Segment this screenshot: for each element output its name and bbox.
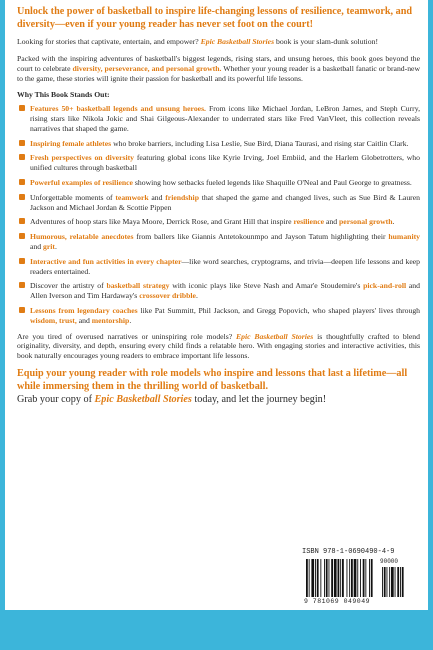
closing-cta: Grab your copy of Epic Basketball Stories today, and let the journey begin! [17,394,327,406]
barcode-stripe [365,559,366,597]
barcode-stripe [320,559,321,597]
list-item: Lessons from legendary coaches like Pat Summitt, Phil Jackson, and Gregg Popovich, who shaped players' lives through wisdom, trust, and mentorship. [17,306,420,326]
list-item: Features 50+ basketball legends and unsung heroes. From icons like Michael Jordan, LeBron James, and Steph Curry, rising stars like Nikola Jokic and Shai Gilgeous-Alexander to underrated stars like Fred VanVleet, this collection reveals narratives that shaped the game. [17,104,420,133]
barcode-stripe [329,559,330,597]
barcode-stripe [326,559,328,597]
why-heading: Why This Book Stands Out: [17,90,110,100]
bullet-icon [19,218,25,224]
bullet-icon [19,140,25,146]
barcode-stripe [324,559,325,597]
list-item: Discover the artistry of basketball strategy with iconic plays like Steve Nash and Amar'e Stoudemire's pick-and-roll and Allen Iverson and Tim Hardaway's crossover dribble. [17,281,420,301]
barcode-stripe [395,567,396,597]
barcode-stripe [317,559,319,597]
barcode-stripe [391,567,394,597]
list-item: Adventures of hoop stars like Maya Moore, Derrick Rose, and Grant Hill that inspire resilience and personal growth. [17,217,420,227]
barcode-stripe [354,559,357,597]
barcode-stripe [397,567,399,597]
bullet-icon [19,307,25,313]
bottom-band [0,610,433,650]
barcode-number: 9 781069 049049 [304,598,371,605]
barcode-stripe [402,567,404,597]
barcode-stripe [349,559,350,597]
cover-text [17,6,420,407]
barcode-stripe [384,567,386,597]
barcode-stripe [357,559,358,597]
bullet-icon [19,233,25,239]
list-item: Interactive and fun activities in every chapter—like word searches, cryptograms, and trivia—deepen life lessons and keep readers entertained. [17,257,420,277]
bullet-icon [19,179,25,185]
list-item: Fresh perspectives on diversity featuring global icons like Kyrie Irving, Joel Embiid, and the Harlem Globetrotters, who unified cultures through basketball [17,153,420,173]
barcode-stripe [387,567,388,597]
barcode [300,547,412,608]
barcode-stripe [400,567,401,597]
barcode-stripe [363,559,365,597]
list-item: Unforgettable moments of teamwork and friendship that shaped the game and changed lives, such as Sue Bird & Lauren Jackson and Michael Jordan & Scottie Pippen [17,193,420,213]
book-title: Epic Basketball Stories [94,394,192,406]
bullet-icon [19,154,25,160]
barcode-stripe [311,559,314,597]
packed-paragraph: Packed with the inspiring adventures of basketball's biggest legends, rising stars, and unsung heroes, this book goes beyond the court to celebrate diversity, perseverance, and personal growth. Whether your young reader is a basketball fanatic or brand-new to the game, these stories will ignite their passion for basketball and its powerful life lessons. [17,53,421,83]
book-title: Epic Basketball Stories [200,37,275,47]
barcode-stripe [371,559,373,597]
feature-list [17,104,420,325]
tired-paragraph: Are you tired of overused narratives or uninspiring role models? Epic Basketball Stories is thoughtfully crafted to blend originality, diversity, and depth, ensuring every child finds a relatable hero. With engaging stories and interactive activities, this book naturally encourages young readers to embrace important life lessons. [17,331,420,361]
barcode-stripe [338,559,340,597]
isbn-label: ISBN 978-1-0690490-4-9 [302,548,395,556]
barcode-stripe [342,559,344,597]
barcode-stripe [306,559,308,597]
bullet-icon [19,194,25,200]
barcode-stripe [309,559,310,597]
list-item: Inspiring female athletes who broke barriers, including Lisa Leslie, Sue Bird, Diana Taurasi, and rising star Caitlin Clark. [17,139,420,149]
barcode-stripe [360,559,361,597]
barcode-stripe [369,559,370,597]
intro-paragraph: Looking for stories that captivate, entertain, and empower? Epic Basketball Stories book is your slam-dunk solution! [17,37,379,47]
barcode-stripe [340,559,341,597]
bullet-icon [19,105,25,111]
list-item: Humorous, relatable anecdotes from ballers like Giannis Antetokounmpo and Jayson Tatum highlighting their humanity and grit. [17,232,420,252]
barcode-stripe [334,559,337,597]
barcode-stripe [331,559,333,597]
barcode-stripe [389,567,390,597]
bullet-icon [19,282,25,288]
hook-headline: Unlock the power of basketball to inspire life-changing lessons of resilience, teamwork, and diversity—even if your young reader has never set foot on the court! [17,6,413,30]
barcode-stripe [382,567,383,597]
book-title: Epic Basketball Stories [235,331,314,341]
barcode-stripe [347,559,348,597]
addon-number: 90000 [380,558,399,565]
bullet-icon [19,258,25,264]
closing-line: Equip your young reader with role models who inspire and lessons that last a lifetime—all while immersing them in the thrilling world of basketball. [17,367,408,392]
list-item: Powerful examples of resilience showing how setbacks fueled legends like Shaquille O'Neal and Paul George to greatness. [17,178,420,188]
barcode-stripe [351,559,353,597]
barcode-stripe [315,559,316,597]
